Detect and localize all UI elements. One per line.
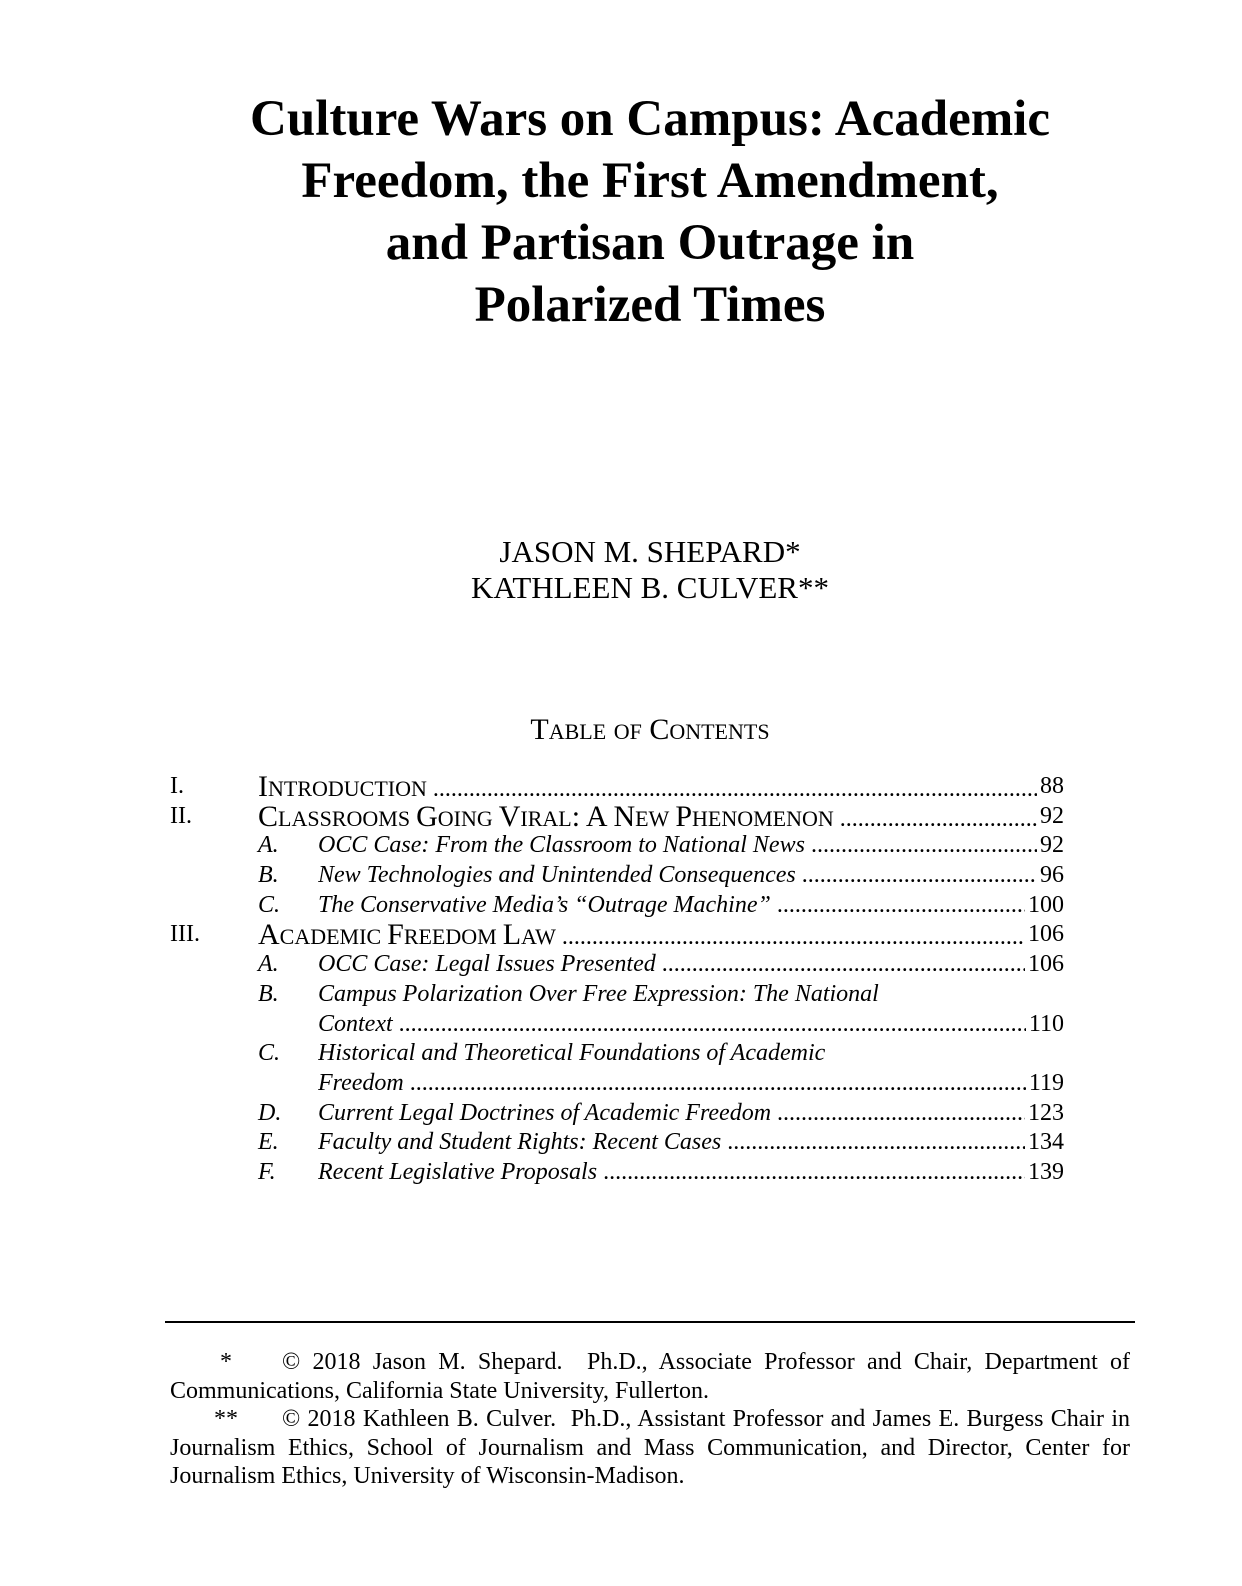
toc-subsection-letter: B. xyxy=(258,980,279,1007)
toc-entry-occ-case-national-news xyxy=(170,831,1064,861)
toc-section-number: II. xyxy=(170,802,192,829)
toc-subsection-title: OCC Case: From the Classroom to National News xyxy=(318,832,805,859)
toc-entry-legal-issues xyxy=(170,950,1064,980)
toc-entry-classrooms-going-viral xyxy=(170,802,1064,832)
toc-section-title: CLASSROOMS GOING VIRAL: A NEW PHENOMENON xyxy=(258,801,834,833)
toc-subsection-title: Recent Legislative Proposals xyxy=(318,1158,598,1185)
toc-subsection-title: New Technologies and Unintended Consequences xyxy=(318,862,796,889)
toc-page-number: 139 xyxy=(1025,1158,1064,1188)
author-shepard: JASON M. SHEPARD* xyxy=(499,534,801,569)
footnotes xyxy=(170,1348,1136,1491)
toc-section-title: ACADEMIC FREEDOM LAW xyxy=(258,920,556,952)
toc-page-number: 123 xyxy=(1025,1099,1064,1129)
toc-entry-academic-freedom-law xyxy=(170,920,1064,950)
footnote-mark: ** xyxy=(214,1406,238,1432)
toc-heading-small: ABLE xyxy=(548,719,607,744)
title-line: and Partisan Outrage in xyxy=(385,215,915,271)
title-line: Polarized Times xyxy=(474,277,826,333)
toc-page-number: 88 xyxy=(1037,772,1064,802)
toc-section-number: III. xyxy=(170,921,200,948)
toc-page-number: 134 xyxy=(1025,1128,1064,1158)
toc-subsection-letter: A. xyxy=(258,832,279,859)
toc-entry-introduction xyxy=(170,772,1064,802)
toc-page-number: 106 xyxy=(1025,950,1064,980)
toc-subsection-title: Campus Polarization Over Free Expression: The National xyxy=(318,980,879,1007)
toc-entry-legislative-proposals xyxy=(170,1158,1064,1188)
toc-subsection-title: OCC Case: Legal Issues Presented xyxy=(318,951,656,978)
toc-entry-current-doctrines xyxy=(170,1099,1064,1129)
toc-page-number: 92 xyxy=(1037,831,1064,861)
toc-heading-cap: C xyxy=(649,713,670,746)
toc-subsection-letter: B. xyxy=(258,862,279,889)
toc-page-number: 96 xyxy=(1037,861,1064,891)
toc-heading-cap: T xyxy=(530,713,549,746)
footnote-rule xyxy=(165,1321,1135,1323)
footnote-text: © 2018 Kathleen B. Culver. Ph.D., Assistant Professor and James E. Burgess Chair in Journalism Ethics, School of Journalism and Mass Communication, and Director, Center for Journalism Ethics, University of Wisconsin-Madison. xyxy=(170,1406,1136,1489)
toc-section-number: I. xyxy=(170,773,184,799)
toc-subsection-title: Current Legal Doctrines of Academic Freedom xyxy=(318,1099,772,1126)
article-title xyxy=(160,88,1140,336)
toc-subsection-title-cont: Context xyxy=(318,1010,393,1037)
footnote-text: © 2018 Jason M. Shepard. Ph.D., Associate Professor and Chair, Department of Communications, California State University, Fullerton. xyxy=(170,1349,1136,1404)
toc-page-number: 92 xyxy=(1037,802,1064,832)
toc-entry-new-technologies xyxy=(170,861,1064,891)
footnote-mark: * xyxy=(220,1349,232,1375)
toc-entry-campus-polarization xyxy=(170,980,1064,1039)
toc-heading-small: OF xyxy=(613,719,642,744)
toc-heading-small: ONTENTS xyxy=(669,719,770,744)
author-list xyxy=(0,534,1242,606)
title-line: Culture Wars on Campus: Academic xyxy=(250,91,1050,147)
toc-subsection-letter: E. xyxy=(258,1129,279,1156)
toc-subsection-letter: C. xyxy=(258,1040,281,1067)
toc-subsection-letter: F. xyxy=(258,1158,276,1185)
toc-subsection-title-cont: Freedom xyxy=(318,1069,404,1096)
toc-subsection-title: The Conservative Media’s “Outrage Machine” xyxy=(318,891,771,918)
toc-subsection-title: Faculty and Student Rights: Recent Cases xyxy=(318,1129,722,1156)
toc-subsection-title: Historical and Theoretical Foundations of Academic xyxy=(318,1040,826,1067)
author-culver: KATHLEEN B. CULVER** xyxy=(471,570,829,605)
toc-page-number: 119 xyxy=(1026,1069,1064,1099)
title-line: Freedom, the First Amendment, xyxy=(301,153,999,209)
footnote-culver xyxy=(170,1405,1136,1491)
footnote-shepard xyxy=(170,1348,1136,1405)
toc-entry-outrage-machine xyxy=(170,891,1064,921)
table-of-contents xyxy=(170,772,1064,1188)
toc-page-number: 100 xyxy=(1025,891,1064,921)
toc-entry-historical-foundations xyxy=(170,1039,1064,1098)
toc-subsection-letter: A. xyxy=(258,951,279,978)
toc-page-number: 110 xyxy=(1026,1010,1064,1040)
toc-section-title: INTRODUCTION xyxy=(258,772,427,803)
toc-subsection-letter: D. xyxy=(258,1099,282,1126)
toc-subsection-letter: C. xyxy=(258,891,281,918)
toc-page-number: 106 xyxy=(1025,920,1064,950)
toc-heading xyxy=(0,713,1242,749)
toc-entry-faculty-student-rights xyxy=(170,1128,1064,1158)
